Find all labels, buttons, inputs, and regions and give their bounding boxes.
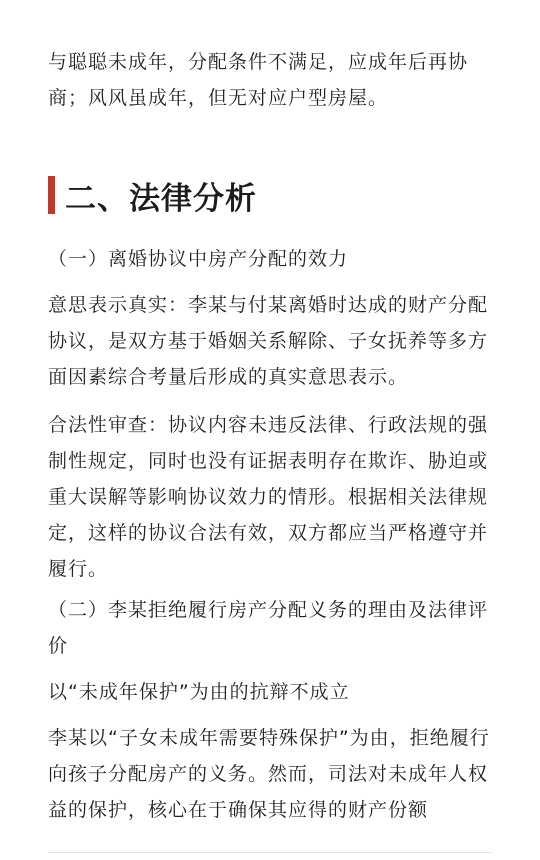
divider [48,852,492,853]
paragraph-intent: 意思表示真实：李某与付某离婚时达成的财产分配协议，是双方基于婚姻关系解除、子女抚养等多方面因素综合考量后形成的真实意思表示。 [48,294,489,388]
paragraph-legality: 合法性审查：协议内容未违反法律、行政法规的强制性规定，同时也没有证据表明存在欺诈、胁迫或重大误解等影响协议效力的情形。根据相关法律规定，这样的协议合法有效，双方都应当严格遵守并履行。 [48,414,489,580]
paragraph-intro: 与聪聪未成年，分配条件不满足，应成年后再协商；风风虽成年，但无对应户型房屋。 [48,51,469,109]
paragraph-minor-title: 以“未成年保护”为由的抗辩不成立 [48,681,350,703]
heading-accent-bar [48,176,55,214]
paragraph-minor-body: 李某以“子女未成年需要特殊保护”为由，拒绝履行向孩子分配房产的义务。然而，司法对未成年人权益的保护，核心在于确保其应得的财产份额 [48,727,490,821]
section-heading-block [48,170,257,220]
section-heading: 二、法律分析 [65,180,257,217]
subheading-refusal: （二）李某拒绝履行房产分配义务的理由及法律评价 [48,599,489,657]
subheading-effect: （一）离婚协议中房产分配的效力 [48,248,349,270]
